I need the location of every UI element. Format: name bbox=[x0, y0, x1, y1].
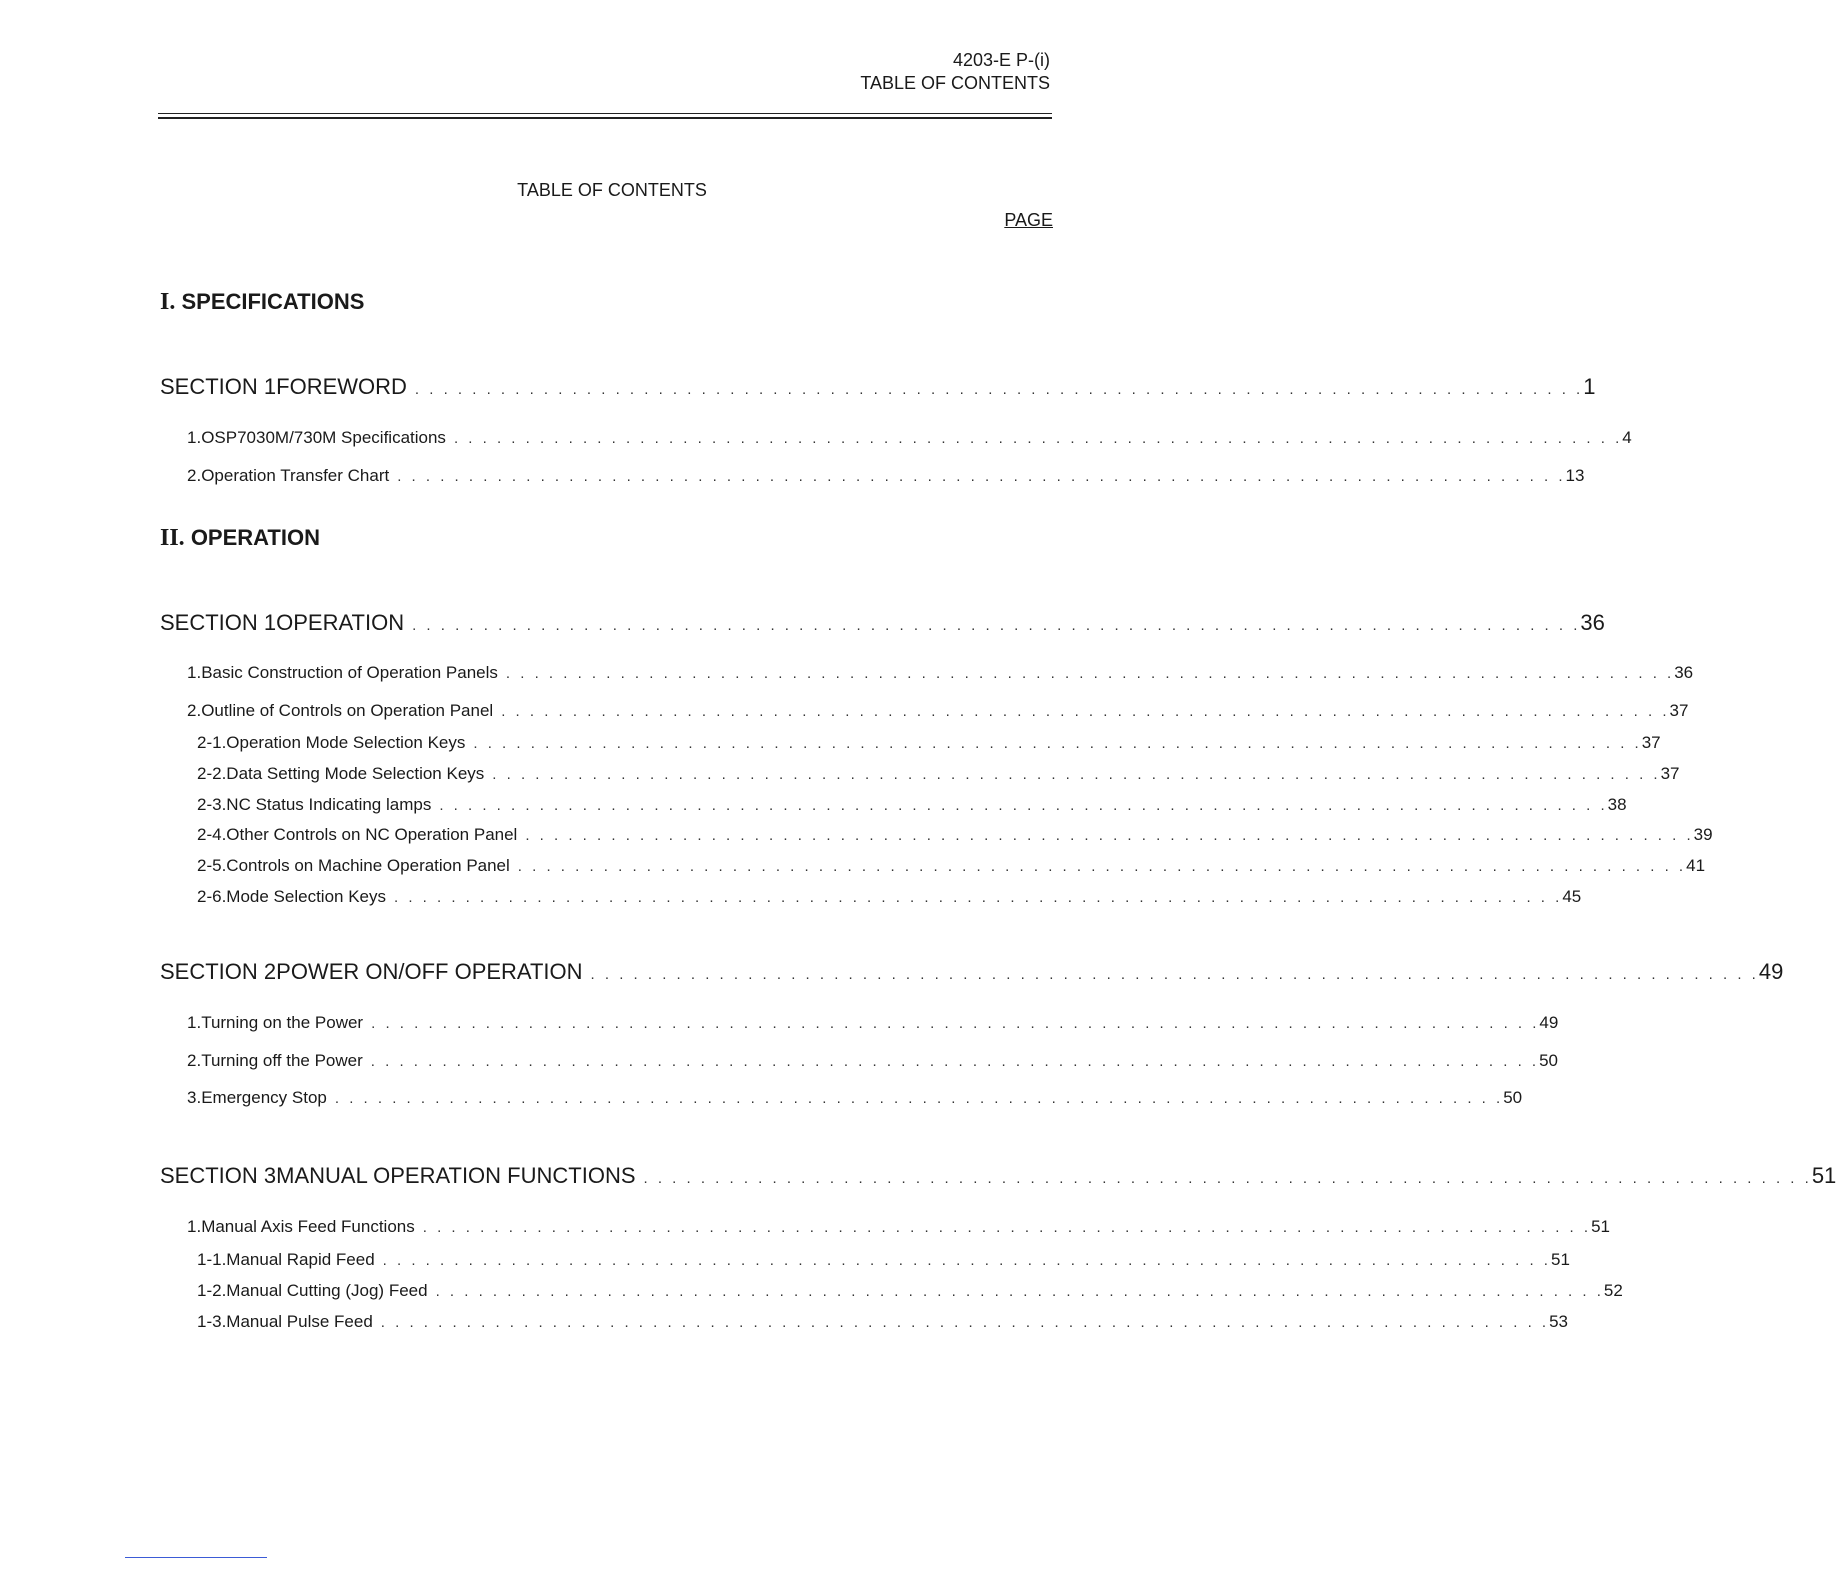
toc-entry[interactable] bbox=[160, 1013, 1559, 1039]
entry-number: 2-5. bbox=[197, 856, 227, 875]
toc-subentry[interactable] bbox=[160, 1281, 1623, 1307]
dot-leader: . . . . . . . . . . . . . . . . . . . . . . . . . . . . . . . . . . . . . . . . . . . . . . . . . . . . . . . . . . . . . . . . . . . . . . . . . . . . . . . . . . bbox=[370, 1053, 1540, 1070]
section-title: MANUAL OPERATION FUNCTIONS bbox=[276, 1163, 636, 1188]
part-heading bbox=[160, 289, 364, 316]
dot-leader: . . . . . . . . . . . . . . . . . . . . . . . . . . . . . . . . . . . . . . . . . . . . . . . . . . . . . . . . . . . . . . . . . . . . . . . . . . . . . . . . . . bbox=[371, 1015, 1540, 1032]
entry-title: Manual Cutting (Jog) Feed bbox=[226, 1281, 428, 1300]
entry-number: 2-2. bbox=[197, 764, 227, 783]
section-title: FOREWORD bbox=[276, 374, 407, 399]
section-number: SECTION 3 bbox=[160, 1163, 277, 1188]
entry-number: 2. bbox=[187, 466, 202, 485]
footer-rule bbox=[125, 1557, 267, 1558]
entry-title: Operation Mode Selection Keys bbox=[226, 733, 466, 752]
header-rule-top bbox=[158, 113, 1052, 114]
dot-leader: . . . . . . . . . . . . . . . . . . . . . . . . . . . . . . . . . . . . . . . . . . . . . . . . . . . . . . . . . . . . . . . . . . . . . . . . . . . . . . . . . . bbox=[525, 827, 1694, 844]
section-number: SECTION 1 bbox=[160, 374, 277, 399]
entry-page: 37 bbox=[1669, 701, 1689, 720]
entry-page: 52 bbox=[1603, 1281, 1623, 1300]
entry-page: 41 bbox=[1686, 856, 1706, 875]
entry-title: Data Setting Mode Selection Keys bbox=[226, 764, 485, 783]
toc-section-entry[interactable] bbox=[160, 1163, 1836, 1189]
part-numeral: I. bbox=[160, 289, 176, 315]
entry-number: 2. bbox=[187, 1051, 202, 1070]
dot-leader: . . . . . . . . . . . . . . . . . . . . . . . . . . . . . . . . . . . . . . . . . . . . . . . . . . . . . . . . . . . . . . . . . . . . . . . . . . . . . . . . . . bbox=[643, 1170, 1812, 1187]
toc-subentry[interactable] bbox=[160, 1250, 1570, 1276]
entry-page: 51 bbox=[1591, 1217, 1610, 1236]
toc-subentry[interactable] bbox=[160, 795, 1627, 821]
entry-page: 50 bbox=[1503, 1088, 1523, 1107]
toc-entry[interactable] bbox=[160, 1088, 1523, 1114]
dot-leader: . . . . . . . . . . . . . . . . . . . . . . . . . . . . . . . . . . . . . . . . . . . . . . . . . . . . . . . . . . . . . . . . . . . . . . . . . . . . . . . . . . bbox=[473, 735, 1642, 752]
entry-title: Turning off the Power bbox=[201, 1051, 363, 1070]
part-name: SPECIFICATIONS bbox=[181, 289, 365, 314]
toc-entry[interactable] bbox=[160, 701, 1689, 727]
entry-page: 51 bbox=[1550, 1250, 1570, 1269]
section-page: 36 bbox=[1580, 610, 1605, 635]
toc-section-entry[interactable] bbox=[160, 959, 1784, 985]
toc-subentry[interactable] bbox=[160, 733, 1661, 759]
entry-page: 13 bbox=[1565, 466, 1585, 485]
entry-title: Manual Axis Feed Functions bbox=[201, 1217, 415, 1236]
entry-page: 4 bbox=[1622, 428, 1632, 447]
toc-subentry[interactable] bbox=[160, 1312, 1569, 1338]
section-number: SECTION 1 bbox=[160, 610, 277, 635]
entry-title: OSP7030M/730M Specifications bbox=[201, 428, 446, 447]
dot-leader: . . . . . . . . . . . . . . . . . . . . . . . . . . . . . . . . . . . . . . . . . . . . . . . . . . . . . . . . . . . . . . . . . . . . . . . . . . . . . . . . . . bbox=[505, 665, 1675, 682]
section-title: POWER ON/OFF OPERATION bbox=[276, 959, 583, 984]
entry-number: 3. bbox=[187, 1088, 202, 1107]
section-page: 51 bbox=[1811, 1163, 1836, 1188]
entry-page: 53 bbox=[1549, 1312, 1569, 1331]
doc-code: 4203-E P-(i) bbox=[952, 50, 1050, 70]
entry-title: Controls on Machine Operation Panel bbox=[226, 856, 510, 875]
entry-number: 1-3. bbox=[197, 1312, 227, 1331]
entry-number: 1. bbox=[187, 663, 202, 682]
dot-leader: . . . . . . . . . . . . . . . . . . . . . . . . . . . . . . . . . . . . . . . . . . . . . . . . . . . . . . . . . . . . . . . . . . . . . . . . . . . . . . . . . . bbox=[501, 703, 1670, 720]
section-page: 1 bbox=[1583, 374, 1596, 399]
entry-page: 50 bbox=[1539, 1051, 1559, 1070]
dot-leader: . . . . . . . . . . . . . . . . . . . . . . . . . . . . . . . . . . . . . . . . . . . . . . . . . . . . . . . . . . . . . . . . . . . . . . . . . . . . . . . . . . bbox=[397, 468, 1566, 485]
entry-number: 1. bbox=[187, 428, 202, 447]
entry-number: 2-1. bbox=[197, 733, 227, 752]
toc-section-entry[interactable] bbox=[160, 374, 1596, 400]
entry-page: 39 bbox=[1693, 825, 1713, 844]
entry-title: Mode Selection Keys bbox=[226, 887, 386, 906]
page-title: TABLE OF CONTENTS bbox=[517, 180, 707, 200]
toc-entry[interactable] bbox=[160, 1217, 1610, 1243]
header-rule-bottom bbox=[158, 117, 1052, 119]
entry-title: Manual Pulse Feed bbox=[226, 1312, 373, 1331]
entry-page: 37 bbox=[1660, 764, 1680, 783]
toc-section-entry[interactable] bbox=[160, 610, 1605, 636]
dot-leader: . . . . . . . . . . . . . . . . . . . . . . . . . . . . . . . . . . . . . . . . . . . . . . . . . . . . . . . . . . . . . . . . . . . . . . . . . . . . . . . . . . bbox=[439, 797, 1608, 814]
entry-page: 36 bbox=[1674, 663, 1694, 682]
entry-title: Turning on the Power bbox=[201, 1013, 364, 1032]
part-numeral: II. bbox=[160, 525, 185, 551]
section-page: 49 bbox=[1758, 959, 1784, 984]
entry-number: 2-3. bbox=[197, 795, 227, 814]
dot-leader: . . . . . . . . . . . . . . . . . . . . . . . . . . . . . . . . . . . . . . . . . . . . . . . . . . . . . . . . . . . . . . . . . . . . . . . . . . . . . . . . . . bbox=[492, 766, 1661, 783]
dot-leader: . . . . . . . . . . . . . . . . . . . . . . . . . . . . . . . . . . . . . . . . . . . . . . . . . . . . . . . . . . . . . . . . . . . . . . . . . . . . . . . . . . bbox=[517, 858, 1687, 875]
dot-leader: . . . . . . . . . . . . . . . . . . . . . . . . . . . . . . . . . . . . . . . . . . . . . . . . . . . . . . . . . . . . . . . . . . . . . . . . . . . . . . . . . . bbox=[380, 1314, 1550, 1331]
toc-entry[interactable] bbox=[160, 663, 1694, 689]
toc-entry[interactable] bbox=[160, 428, 1632, 454]
entry-number: 1-2. bbox=[197, 1281, 227, 1300]
section-title: OPERATION bbox=[276, 610, 405, 635]
entry-title: Manual Rapid Feed bbox=[226, 1250, 375, 1269]
toc-subentry[interactable] bbox=[160, 764, 1680, 790]
entry-title: Operation Transfer Chart bbox=[201, 466, 390, 485]
dot-leader: . . . . . . . . . . . . . . . . . . . . . . . . . . . . . . . . . . . . . . . . . . . . . . . . . . . . . . . . . . . . . . . . . . . . . . . . . . . . . . . . . . bbox=[453, 430, 1623, 447]
entry-number: 1-1. bbox=[197, 1250, 227, 1269]
entry-number: 2-6. bbox=[197, 887, 227, 906]
dot-leader: . . . . . . . . . . . . . . . . . . . . . . . . . . . . . . . . . . . . . . . . . . . . . . . . . . . . . . . . . . . . . . . . . . . . . . . . . . . . . . . . . . bbox=[394, 889, 1563, 906]
dot-leader: . . . . . . . . . . . . . . . . . . . . . . . . . . . . . . . . . . . . . . . . . . . . . . . . . . . . . . . . . . . . . . . . . . . . . . . . . . . . . . . . . . bbox=[412, 617, 1581, 634]
running-title: TABLE OF CONTENTS bbox=[860, 73, 1050, 93]
entry-number: 1. bbox=[187, 1013, 202, 1032]
entry-title: NC Status Indicating lamps bbox=[226, 795, 432, 814]
toc-subentry[interactable] bbox=[160, 856, 1706, 882]
entry-title: Emergency Stop bbox=[201, 1088, 327, 1107]
toc-entry[interactable] bbox=[160, 1051, 1559, 1077]
dot-leader: . . . . . . . . . . . . . . . . . . . . . . . . . . . . . . . . . . . . . . . . . . . . . . . . . . . . . . . . . . . . . . . . . . . . . . . . . . . . . . . . . . bbox=[382, 1252, 1551, 1269]
toc-entry[interactable] bbox=[160, 466, 1585, 492]
entry-number: 1. bbox=[187, 1217, 202, 1236]
toc-subentry[interactable] bbox=[160, 887, 1582, 913]
entry-page: 49 bbox=[1539, 1013, 1559, 1032]
dot-leader: . . . . . . . . . . . . . . . . . . . . . . . . . . . . . . . . . . . . . . . . . . . . . . . . . . . . . . . . . . . . . . . . . . . . . . . . . . . . . . . . . . bbox=[414, 381, 1584, 398]
entry-page: 38 bbox=[1607, 795, 1627, 814]
entry-title: Basic Construction of Operation Panels bbox=[201, 663, 498, 682]
dot-leader: . . . . . . . . . . . . . . . . . . . . . . . . . . . . . . . . . . . . . . . . . . . . . . . . . . . . . . . . . . . . . . . . . . . . . . . . . . . . . . . . . . bbox=[590, 966, 1759, 983]
entry-number: 2-4. bbox=[197, 825, 227, 844]
entry-title: Other Controls on NC Operation Panel bbox=[226, 825, 518, 844]
page-column-label: PAGE bbox=[1004, 210, 1053, 230]
part-name: OPERATION bbox=[190, 525, 320, 550]
part-heading bbox=[160, 525, 320, 552]
dot-leader: . . . . . . . . . . . . . . . . . . . . . . . . . . . . . . . . . . . . . . . . . . . . . . . . . . . . . . . . . . . . . . . . . . . . . . . . . . . . . . . . . . bbox=[435, 1283, 1604, 1300]
dot-leader: . . . . . . . . . . . . . . . . . . . . . . . . . . . . . . . . . . . . . . . . . . . . . . . . . . . . . . . . . . . . . . . . . . . . . . . . . . . . . . . . . . bbox=[422, 1219, 1592, 1236]
dot-leader: . . . . . . . . . . . . . . . . . . . . . . . . . . . . . . . . . . . . . . . . . . . . . . . . . . . . . . . . . . . . . . . . . . . . . . . . . . . . . . . . . . bbox=[334, 1090, 1504, 1107]
entry-page: 45 bbox=[1562, 887, 1582, 906]
section-number: SECTION 2 bbox=[160, 959, 277, 984]
toc-subentry[interactable] bbox=[160, 825, 1713, 851]
entry-number: 2. bbox=[187, 701, 202, 720]
entry-title: Outline of Controls on Operation Panel bbox=[201, 701, 494, 720]
entry-page: 37 bbox=[1641, 733, 1661, 752]
